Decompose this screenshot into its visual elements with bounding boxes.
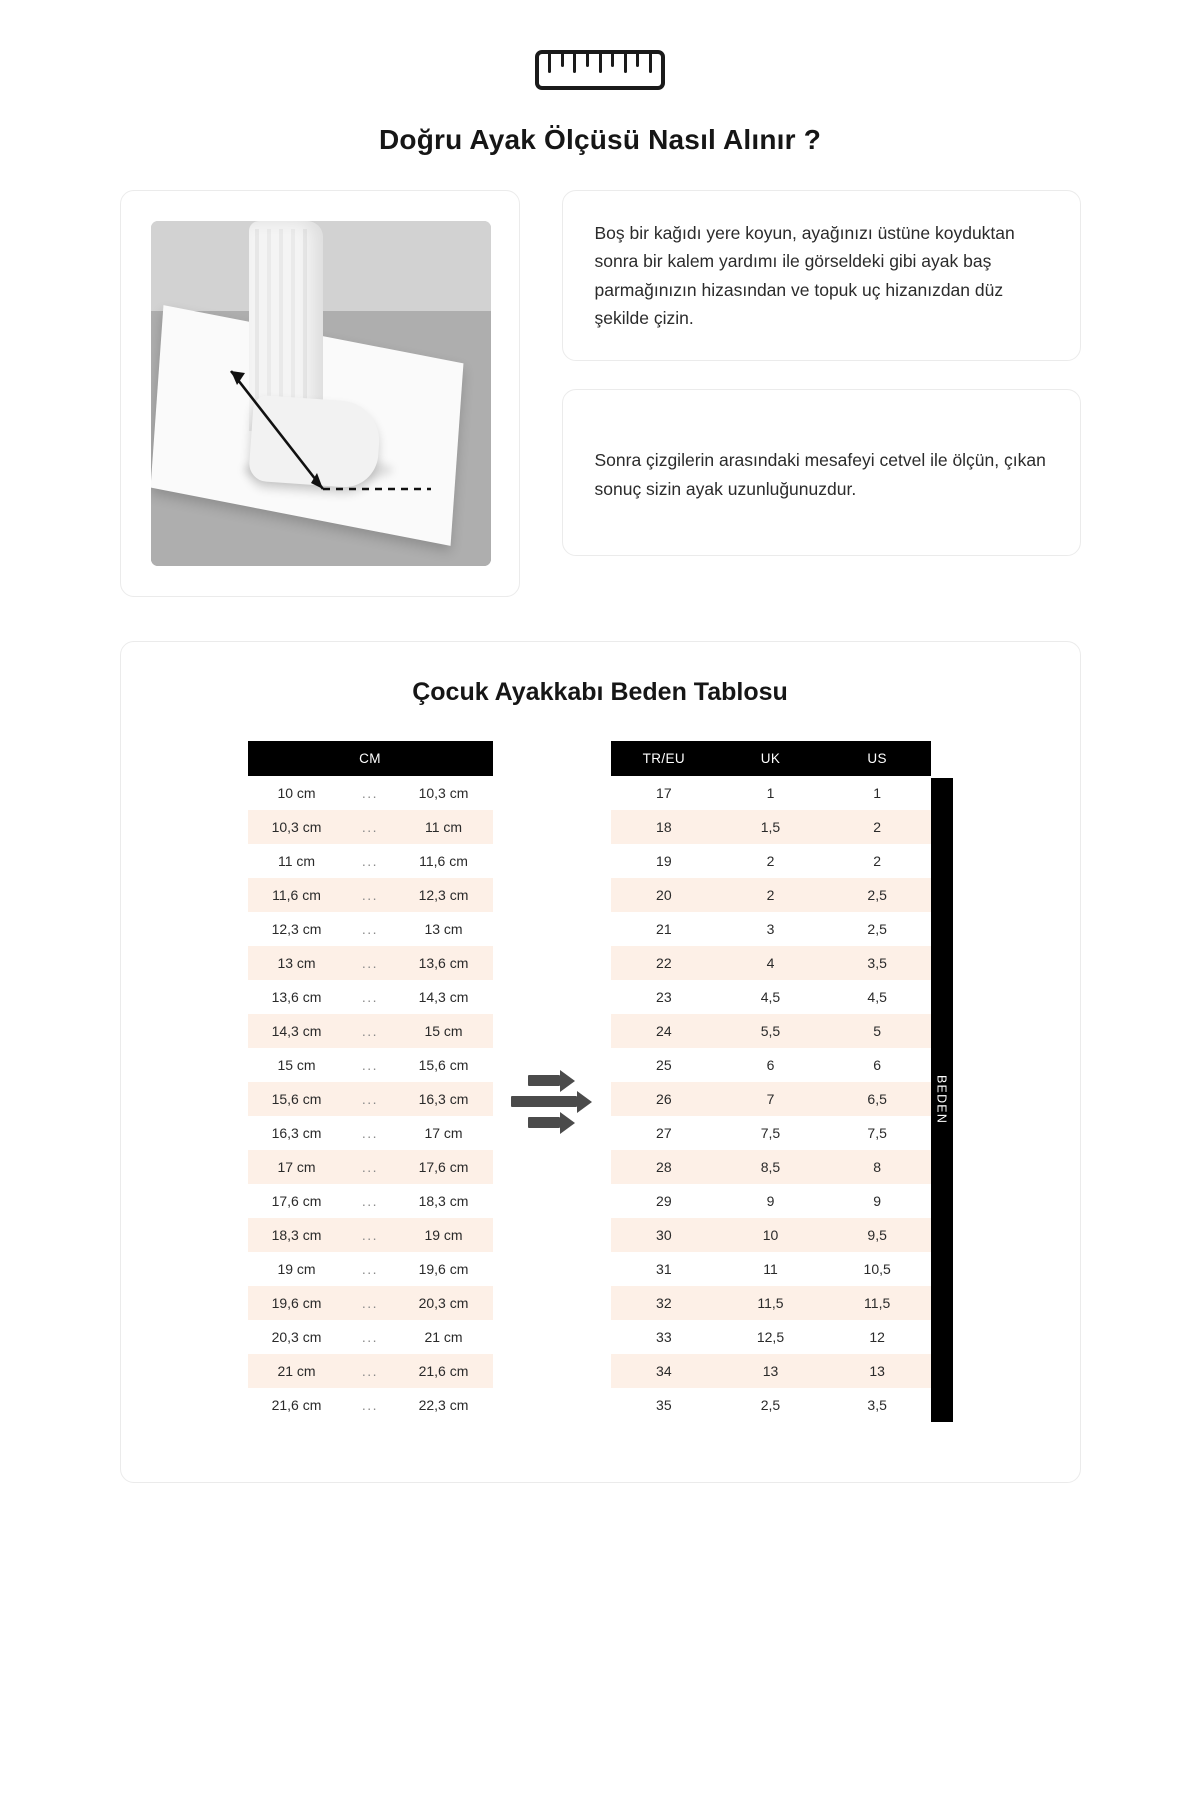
size-cell: 2,5 — [717, 1388, 824, 1422]
cm-dots-cell: ... — [346, 946, 395, 980]
cm-dots-cell: ... — [346, 1150, 395, 1184]
size-cell: 9 — [824, 1184, 931, 1218]
cm-dots-cell: ... — [346, 1320, 395, 1354]
table-row — [611, 1218, 931, 1252]
table-row — [611, 980, 931, 1014]
size-cell: 11,5 — [717, 1286, 824, 1320]
size-cell: 26 — [611, 1082, 718, 1116]
cm-to-cell: 15,6 cm — [395, 1048, 493, 1082]
size-cell: 10,5 — [824, 1252, 931, 1286]
size-conversion-table — [611, 741, 931, 1422]
table-row — [248, 912, 493, 946]
table-row — [611, 1388, 931, 1422]
size-cell: 22 — [611, 946, 718, 980]
size-cell: 8,5 — [717, 1150, 824, 1184]
table-row — [248, 980, 493, 1014]
table-row — [611, 878, 931, 912]
size-cell: 11,5 — [824, 1286, 931, 1320]
ruler-icon-wrapper — [78, 50, 1123, 90]
size-table-header-uk: UK — [717, 741, 824, 776]
cm-dots-cell: ... — [346, 1388, 395, 1422]
table-row — [611, 1184, 931, 1218]
arrow-short-top-icon — [528, 1075, 575, 1087]
table-row — [248, 844, 493, 878]
cm-from-cell: 13 cm — [248, 946, 346, 980]
cm-to-cell: 22,3 cm — [395, 1388, 493, 1422]
photo-measure-arrow-icon — [151, 221, 491, 566]
cm-from-cell: 21 cm — [248, 1354, 346, 1388]
cm-dots-cell: ... — [346, 776, 395, 810]
cm-dots-cell: ... — [346, 1354, 395, 1388]
cm-table-header-row — [248, 741, 493, 776]
table-row — [248, 1320, 493, 1354]
size-cell: 25 — [611, 1048, 718, 1082]
cm-to-cell: 10,3 cm — [395, 776, 493, 810]
size-cell: 2 — [717, 844, 824, 878]
page-title: Doğru Ayak Ölçüsü Nasıl Alınır ? — [378, 124, 822, 155]
table-row — [611, 1286, 931, 1320]
size-cell: 35 — [611, 1388, 718, 1422]
size-cell: 7,5 — [824, 1116, 931, 1150]
size-cell: 1 — [717, 776, 824, 810]
size-cell: 2 — [717, 878, 824, 912]
size-cell: 4 — [717, 946, 824, 980]
photo-card — [120, 190, 520, 597]
size-cell: 12 — [824, 1320, 931, 1354]
table-row — [611, 912, 931, 946]
size-table-title: Çocuk Ayakkabı Beden Tablosu — [412, 678, 788, 706]
table-row — [611, 810, 931, 844]
intro-section — [78, 190, 1123, 597]
table-row — [248, 1082, 493, 1116]
size-cell: 30 — [611, 1218, 718, 1252]
table-row — [248, 1354, 493, 1388]
cm-dots-cell: ... — [346, 1286, 395, 1320]
table-row — [611, 1150, 931, 1184]
table-row — [611, 1048, 931, 1082]
conversion-arrows-icon — [493, 1075, 611, 1129]
cm-from-cell: 11 cm — [248, 844, 346, 878]
cm-to-cell: 16,3 cm — [395, 1082, 493, 1116]
table-row — [611, 1014, 931, 1048]
cm-dots-cell: ... — [346, 1218, 395, 1252]
size-cell: 27 — [611, 1116, 718, 1150]
table-row — [248, 1048, 493, 1082]
cm-to-cell: 14,3 cm — [395, 980, 493, 1014]
size-cell: 24 — [611, 1014, 718, 1048]
table-row — [611, 1320, 931, 1354]
table-row — [611, 946, 931, 980]
cm-from-cell: 16,3 cm — [248, 1116, 346, 1150]
size-cell: 21 — [611, 912, 718, 946]
size-cell: 7 — [717, 1082, 824, 1116]
table-row — [248, 878, 493, 912]
table-row — [248, 776, 493, 810]
table-row — [611, 1252, 931, 1286]
size-cell: 1 — [824, 776, 931, 810]
cm-to-cell: 19 cm — [395, 1218, 493, 1252]
table-row — [611, 1082, 931, 1116]
cm-from-cell: 15 cm — [248, 1048, 346, 1082]
size-table-header-us: US — [824, 741, 931, 776]
cm-dots-cell: ... — [346, 810, 395, 844]
table-row — [248, 1184, 493, 1218]
size-cell: 19 — [611, 844, 718, 878]
table-row — [248, 810, 493, 844]
size-cell: 1,5 — [717, 810, 824, 844]
cm-dots-cell: ... — [346, 1048, 395, 1082]
size-cell: 28 — [611, 1150, 718, 1184]
cm-from-cell: 18,3 cm — [248, 1218, 346, 1252]
cm-from-cell: 21,6 cm — [248, 1388, 346, 1422]
cm-from-cell: 17,6 cm — [248, 1184, 346, 1218]
cm-from-cell: 13,6 cm — [248, 980, 346, 1014]
ruler-icon-ticks — [539, 54, 661, 86]
size-table-header-row — [611, 741, 931, 776]
foot-measure-photo — [151, 221, 491, 566]
table-row — [248, 1014, 493, 1048]
arrow-long-middle-icon — [511, 1096, 592, 1108]
cm-dots-cell: ... — [346, 980, 395, 1014]
size-cell: 4,5 — [717, 980, 824, 1014]
table-row — [611, 1116, 931, 1150]
cm-from-cell: 19 cm — [248, 1252, 346, 1286]
size-cell: 3,5 — [824, 1388, 931, 1422]
instruction-text-2: Sonra çizgilerin arasındaki mesafeyi cetvel ile ölçün, çıkan sonuç sizin ayak uzunluğunuzdur. — [594, 450, 1046, 499]
size-cell: 10 — [717, 1218, 824, 1252]
cm-to-cell: 17,6 cm — [395, 1150, 493, 1184]
size-table-body — [611, 776, 931, 1422]
cm-dots-cell: ... — [346, 878, 395, 912]
size-cell: 13 — [824, 1354, 931, 1388]
cm-dots-cell: ... — [346, 1014, 395, 1048]
size-table-with-label — [611, 741, 953, 1422]
size-cell: 17 — [611, 776, 718, 810]
cm-from-cell: 19,6 cm — [248, 1286, 346, 1320]
instruction-text-1: Boş bir kağıdı yere koyun, ayağınızı üstüne koyduktan sonra bir kalem yardımı ile görseldeki gibi ayak baş parmağınızın hizasından ve topuk uç hizanızdan düz şekilde çizin. — [594, 223, 1015, 329]
cm-from-cell: 10 cm — [248, 776, 346, 810]
cm-dots-cell: ... — [346, 1252, 395, 1286]
size-cell: 8 — [824, 1150, 931, 1184]
cm-dots-cell: ... — [346, 1116, 395, 1150]
size-cell: 11 — [717, 1252, 824, 1286]
cm-from-cell: 17 cm — [248, 1150, 346, 1184]
table-row — [248, 1286, 493, 1320]
cm-from-cell: 20,3 cm — [248, 1320, 346, 1354]
instruction-card-2 — [562, 389, 1081, 556]
instruction-column — [562, 190, 1081, 556]
size-cell: 5,5 — [717, 1014, 824, 1048]
size-cell: 4,5 — [824, 980, 931, 1014]
size-cell: 2 — [824, 844, 931, 878]
size-table-card — [120, 641, 1081, 1483]
size-cell: 6 — [717, 1048, 824, 1082]
table-row — [611, 1354, 931, 1388]
cm-to-cell: 15 cm — [395, 1014, 493, 1048]
cm-from-cell: 14,3 cm — [248, 1014, 346, 1048]
size-tables-row — [121, 741, 1080, 1422]
size-cell: 5 — [824, 1014, 931, 1048]
arrow-short-bottom-icon — [528, 1117, 575, 1129]
cm-to-cell: 19,6 cm — [395, 1252, 493, 1286]
cm-from-cell: 15,6 cm — [248, 1082, 346, 1116]
size-cell: 23 — [611, 980, 718, 1014]
cm-to-cell: 17 cm — [395, 1116, 493, 1150]
size-cell: 9,5 — [824, 1218, 931, 1252]
cm-table-header: CM — [248, 741, 493, 776]
size-cell: 6 — [824, 1048, 931, 1082]
cm-to-cell: 18,3 cm — [395, 1184, 493, 1218]
cm-to-cell: 13 cm — [395, 912, 493, 946]
size-cell: 32 — [611, 1286, 718, 1320]
size-cell: 3,5 — [824, 946, 931, 980]
table-row — [611, 844, 931, 878]
cm-from-cell: 12,3 cm — [248, 912, 346, 946]
size-cell: 34 — [611, 1354, 718, 1388]
cm-from-cell: 11,6 cm — [248, 878, 346, 912]
size-cell: 2,5 — [824, 878, 931, 912]
table-row — [248, 1388, 493, 1422]
size-cell: 29 — [611, 1184, 718, 1218]
table-row — [248, 946, 493, 980]
size-cell: 20 — [611, 878, 718, 912]
size-table-header-tr-eu: TR/EU — [611, 741, 718, 776]
cm-from-cell: 10,3 cm — [248, 810, 346, 844]
table-row — [248, 1218, 493, 1252]
cm-to-cell: 20,3 cm — [395, 1286, 493, 1320]
size-cell: 9 — [717, 1184, 824, 1218]
size-cell: 13 — [717, 1354, 824, 1388]
cm-dots-cell: ... — [346, 1082, 395, 1116]
table-row — [248, 1116, 493, 1150]
cm-to-cell: 11 cm — [395, 810, 493, 844]
size-guide-page — [78, 0, 1123, 1483]
cm-to-cell: 13,6 cm — [395, 946, 493, 980]
table-row — [248, 1150, 493, 1184]
cm-range-table — [248, 741, 493, 1422]
size-cell: 2,5 — [824, 912, 931, 946]
cm-dots-cell: ... — [346, 1184, 395, 1218]
table-row — [248, 1252, 493, 1286]
size-cell: 3 — [717, 912, 824, 946]
instruction-card-1 — [562, 190, 1081, 361]
cm-to-cell: 21 cm — [395, 1320, 493, 1354]
size-cell: 2 — [824, 810, 931, 844]
beden-vertical-label: BEDEN — [931, 778, 953, 1422]
size-cell: 33 — [611, 1320, 718, 1354]
table-row — [611, 776, 931, 810]
size-cell: 12,5 — [717, 1320, 824, 1354]
cm-dots-cell: ... — [346, 844, 395, 878]
cm-table-body — [248, 776, 493, 1422]
size-cell: 7,5 — [717, 1116, 824, 1150]
cm-to-cell: 21,6 cm — [395, 1354, 493, 1388]
cm-to-cell: 12,3 cm — [395, 878, 493, 912]
cm-dots-cell: ... — [346, 912, 395, 946]
size-cell: 31 — [611, 1252, 718, 1286]
cm-to-cell: 11,6 cm — [395, 844, 493, 878]
size-cell: 18 — [611, 810, 718, 844]
ruler-icon — [535, 50, 665, 90]
size-cell: 6,5 — [824, 1082, 931, 1116]
